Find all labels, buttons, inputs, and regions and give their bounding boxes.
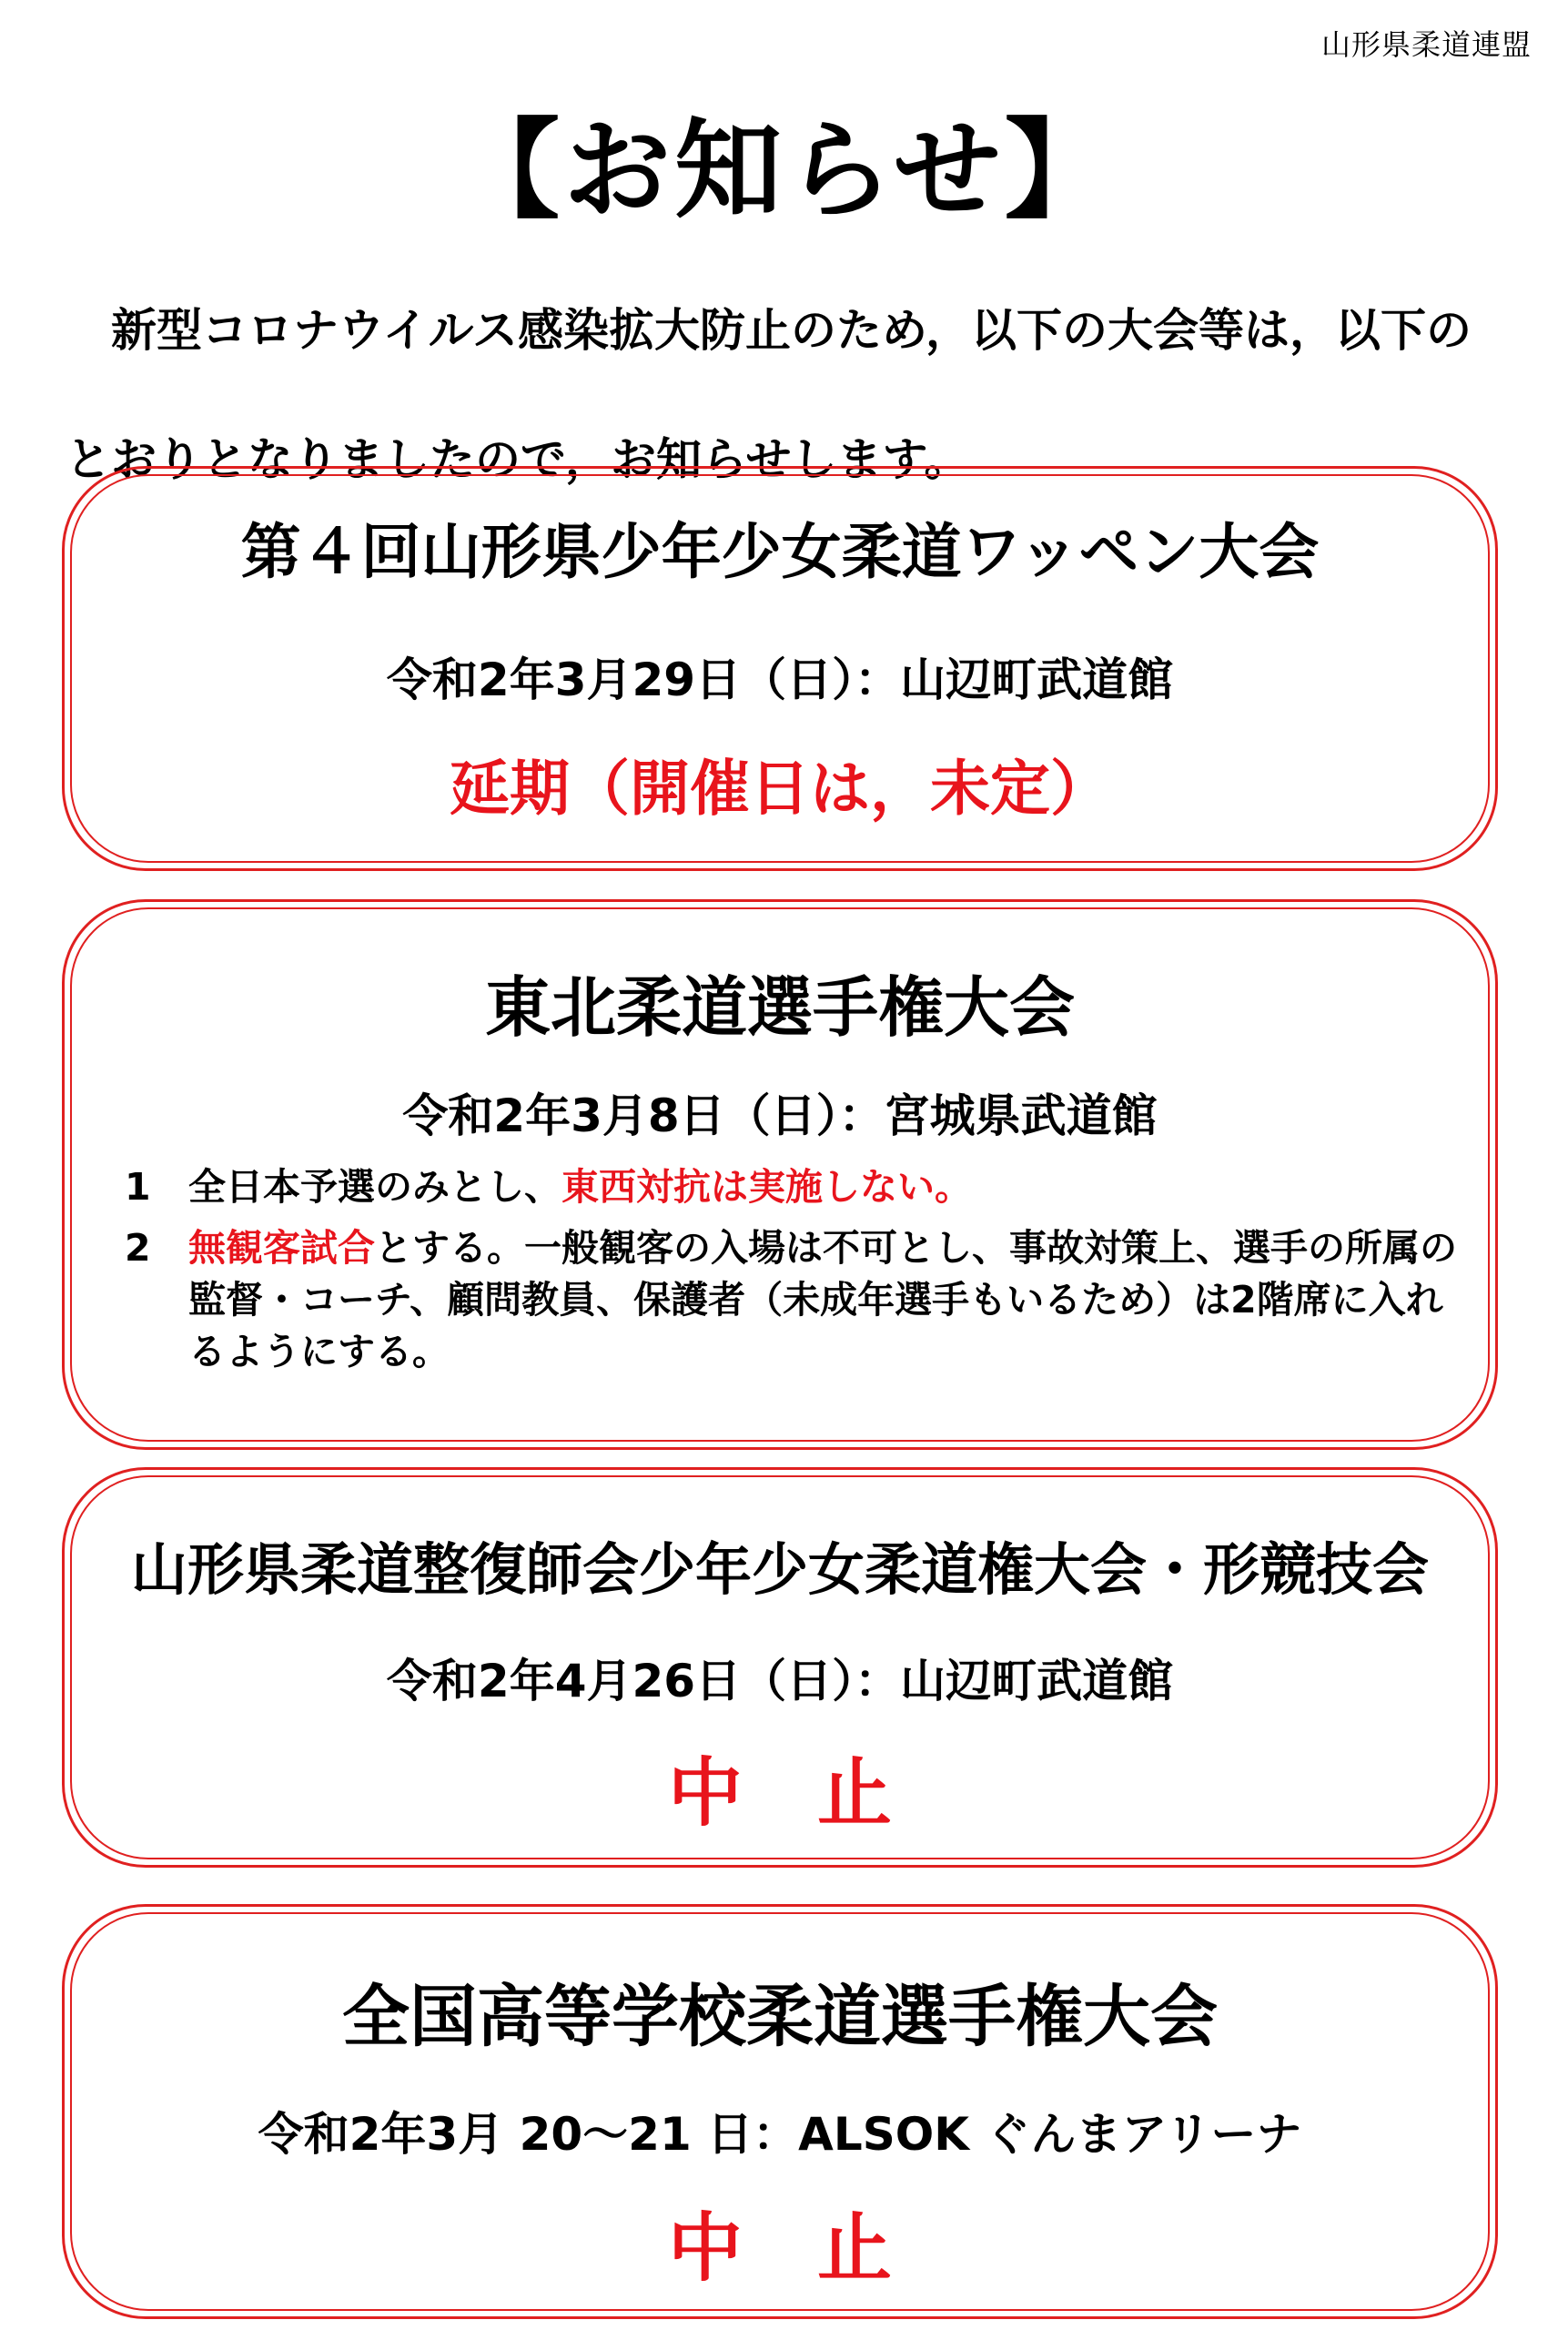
event-card-seifukushi <box>62 1467 1498 1868</box>
note-item <box>125 1222 1462 1378</box>
event-date: 令和2年4月26日（日）：山辺町武道館 <box>386 1655 1174 1707</box>
page-title: 【お知らせ】 <box>452 107 1116 233</box>
note-highlight: 無観客試合 <box>188 1226 375 1270</box>
event-title: 第４回山形県少年少女柔道ワッペン大会 <box>240 517 1320 587</box>
note-highlight: 東西対抗は実施しない。 <box>561 1165 972 1209</box>
org-name: 山形県柔道連盟 <box>1320 27 1532 62</box>
event-status: 中 止 <box>667 2205 892 2292</box>
intro-text: 新型コロナウイルス感染拡大防止のため，以下の大会等は，以下のとおりとなりましたので，お知らせします。 <box>66 304 1472 486</box>
event-status: 中 止 <box>667 1750 892 1837</box>
event-title: 全国高等学校柔道選手権大会 <box>342 1978 1218 2056</box>
event-card-koukou <box>62 1904 1498 2319</box>
event-title: 山形県柔道整復師会少年少女柔道権大会・形競技会 <box>130 1536 1429 1603</box>
note-number: 2 <box>125 1226 151 1270</box>
note-text: 全日本予選のみとし、 <box>188 1165 561 1209</box>
event-date: 令和2年3月 20～21 日：ALSOK ぐんまアリーナ <box>258 2108 1302 2161</box>
note-item <box>125 1161 1462 1213</box>
event-notes <box>125 1161 1462 1378</box>
note-number: 1 <box>125 1165 151 1209</box>
event-date: 令和2年3月8日（日）：宮城県武道館 <box>402 1089 1158 1142</box>
event-status: 延期（開催日は，未定） <box>450 754 1110 824</box>
event-date: 令和2年3月29日（日）：山辺町武道館 <box>386 653 1174 706</box>
note-text-tail: とする。一般観客の入場は不可とし、事故対策上、選手の所属の監督・コーチ、顧問教員、保護者（未成年選手もいるため）は2階席に入れるようにする。 <box>188 1226 1457 1373</box>
event-card-tohoku <box>62 899 1498 1450</box>
event-title: 東北柔道選手権大会 <box>484 969 1075 1046</box>
event-card-wappen <box>62 466 1498 871</box>
